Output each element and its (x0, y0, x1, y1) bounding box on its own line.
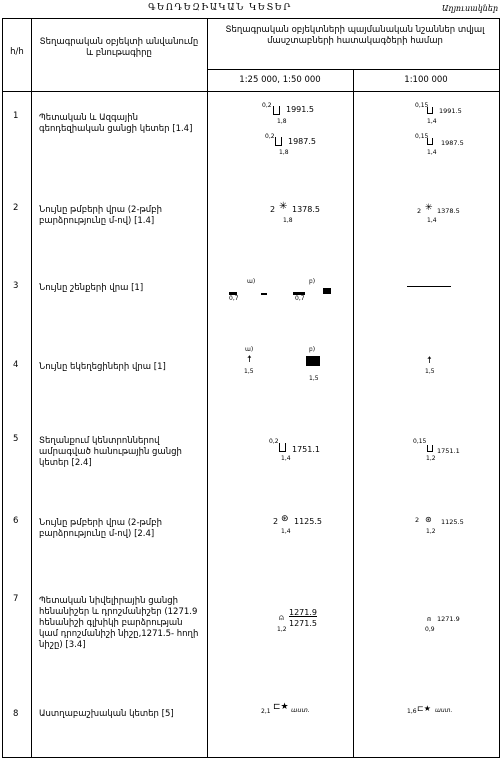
row-text: Տեղանքում կենտրոններով ամրագված հանութային ցանցի կետեր [2.4] (39, 436, 182, 468)
variant-label: բ) (309, 346, 316, 353)
row-num: 4 (13, 360, 19, 370)
row-num: 7 (13, 594, 19, 604)
triangulation-point-icon (427, 136, 433, 145)
row-num: 6 (13, 516, 19, 526)
mound-height: 2 (415, 516, 420, 524)
dim-label: 1,4 (281, 528, 291, 535)
dim-label: 1,8 (277, 118, 287, 125)
mound-height: 2 (417, 207, 422, 215)
dim-label: 2,1 (261, 708, 271, 715)
survey-point-icon (427, 443, 433, 452)
survey-point-icon (279, 442, 286, 452)
elevation-value: 1987.5 (441, 139, 464, 147)
church-point-icon (306, 356, 320, 366)
dim-label: 0,7 (229, 295, 239, 302)
mound-survey-icon: ⊛ (281, 514, 289, 524)
col-divider (353, 69, 354, 757)
astronomic-point-icon: ⊏★ (273, 702, 289, 712)
mound-point-icon: ✳ (425, 203, 433, 213)
row-num: 1 (13, 111, 19, 121)
mound-survey-icon: ⊛ (425, 515, 432, 524)
dim-label: 1,2 (426, 528, 436, 535)
row-text: Աստղաբաշխական կետեր [5] (39, 709, 174, 719)
triangulation-point-icon (275, 136, 282, 146)
elevation-value: 1125.5 (294, 517, 322, 526)
row-text: Նույնը շենքերի վրա [1] (39, 283, 144, 293)
dim-label: 1,4 (427, 118, 437, 125)
dim-label: 0,2 (265, 133, 275, 140)
elevation-value: 1271.9 (437, 615, 460, 623)
dim-label: 1,6 (407, 708, 417, 715)
elevation-value: 1125.5 (441, 518, 464, 526)
elevation-value: 1991.5 (286, 105, 314, 114)
elevation-value: 1378.5 (292, 205, 320, 214)
row-text: Նույնը թմբերի վրա (2-թմբի բարձրությունը մ-ով) [2.4] (39, 518, 162, 539)
row-text: Պետական նիվելիրային ցանցի հենանիշեր և դրոշմանիշեր (1271.9 հենանիշի գլխիկի բարձրության կամ դրոշմանիշի նիշը,1271.5- հողի նիշը) [3.4] (39, 596, 199, 650)
church-point-icon: ☨ (247, 355, 252, 365)
triangulation-point-icon (427, 105, 433, 114)
dim-label: 1,5 (309, 375, 319, 382)
dim-label: 0,15 (415, 133, 429, 140)
dim-label: 1,8 (283, 217, 293, 224)
corner-note: Աղյուսակներ (441, 4, 498, 13)
row-num: 5 (13, 434, 19, 444)
row-num: 3 (13, 281, 19, 291)
dim-label: 0,15 (413, 438, 427, 445)
dim-label: 0,9 (425, 626, 435, 633)
header-symbols: Տեղագրական օբյեկտների պայմանական նշաններ տվյալ մասշտաբների հատակագծերի համար (225, 25, 485, 46)
header-divider (207, 69, 499, 70)
header-bottom-line (3, 91, 499, 92)
row-text: Նույնը եկեղեցիների վրա [1] (39, 362, 166, 372)
row-text: Պետական և Ազգային գեոդեզիական ցանցի կետեր [1.4] (39, 113, 193, 134)
triangulation-point-icon (273, 105, 280, 115)
row-num: 2 (13, 203, 19, 213)
ground-elevation: 1271.5 (289, 619, 317, 628)
mound-point-icon: ✳ (279, 201, 288, 212)
mound-height: 2 (273, 517, 279, 526)
elevation-value: 1751.1 (437, 447, 460, 455)
header-name: Տեղագրական օբյեկտի անվանումը և բնութագիրը (39, 37, 199, 58)
building-point-icon (261, 289, 267, 298)
astronomic-point-icon: ⊏★ (417, 704, 431, 713)
benchmark-head-elevation: 1271.9 (289, 608, 317, 617)
col-divider (207, 19, 208, 757)
not-shown-dash (407, 286, 451, 287)
elevation-value: 1991.5 (439, 107, 462, 115)
benchmark-icon: ⍝ (427, 615, 432, 623)
dim-label: 0,7 (295, 295, 305, 302)
page-title: ԳԵՈԴԵԶԻԱԿԱՆ ԿԵՏԵՐ (148, 3, 292, 13)
dim-label: 1,4 (427, 217, 437, 224)
dim-label: 1,2 (277, 626, 287, 633)
benchmark-icon: ⍝ (279, 613, 284, 622)
dim-label: 1,4 (427, 149, 437, 156)
dim-label: 1,5 (425, 368, 435, 375)
symbols-table (2, 18, 500, 758)
variant-label: բ) (309, 278, 316, 285)
variant-label: ա) (245, 346, 254, 353)
header-scale-a: 1:25 000, 1:50 000 (239, 75, 321, 85)
building-point-icon (323, 286, 331, 295)
row-text: Նույնը թմբերի վրա (2-թմբի բարձրությունը մ-ով) [1.4] (39, 205, 162, 226)
dim-label: 1,2 (426, 455, 436, 462)
dim-label: 1,4 (281, 455, 291, 462)
variant-label: ա) (247, 278, 256, 285)
astronomic-label: աստ. (291, 706, 310, 714)
col-divider (31, 19, 32, 757)
dim-label: 1,8 (279, 149, 289, 156)
row-num: 8 (13, 709, 19, 719)
header-scale-b: 1:100 000 (404, 75, 448, 85)
dim-label: 0,2 (262, 102, 272, 109)
elevation-value: 1987.5 (288, 137, 316, 146)
dim-label: 1,5 (244, 368, 254, 375)
mound-height: 2 (270, 205, 276, 214)
header-num: h/h (10, 47, 24, 57)
dim-label: 0,2 (269, 438, 279, 445)
elevation-value: 1751.1 (292, 445, 320, 454)
church-point-icon: ☨ (427, 356, 432, 366)
dim-label: 0,15 (415, 102, 429, 109)
elevation-value: 1378.5 (437, 207, 460, 215)
astronomic-label: աստ. (435, 707, 453, 714)
